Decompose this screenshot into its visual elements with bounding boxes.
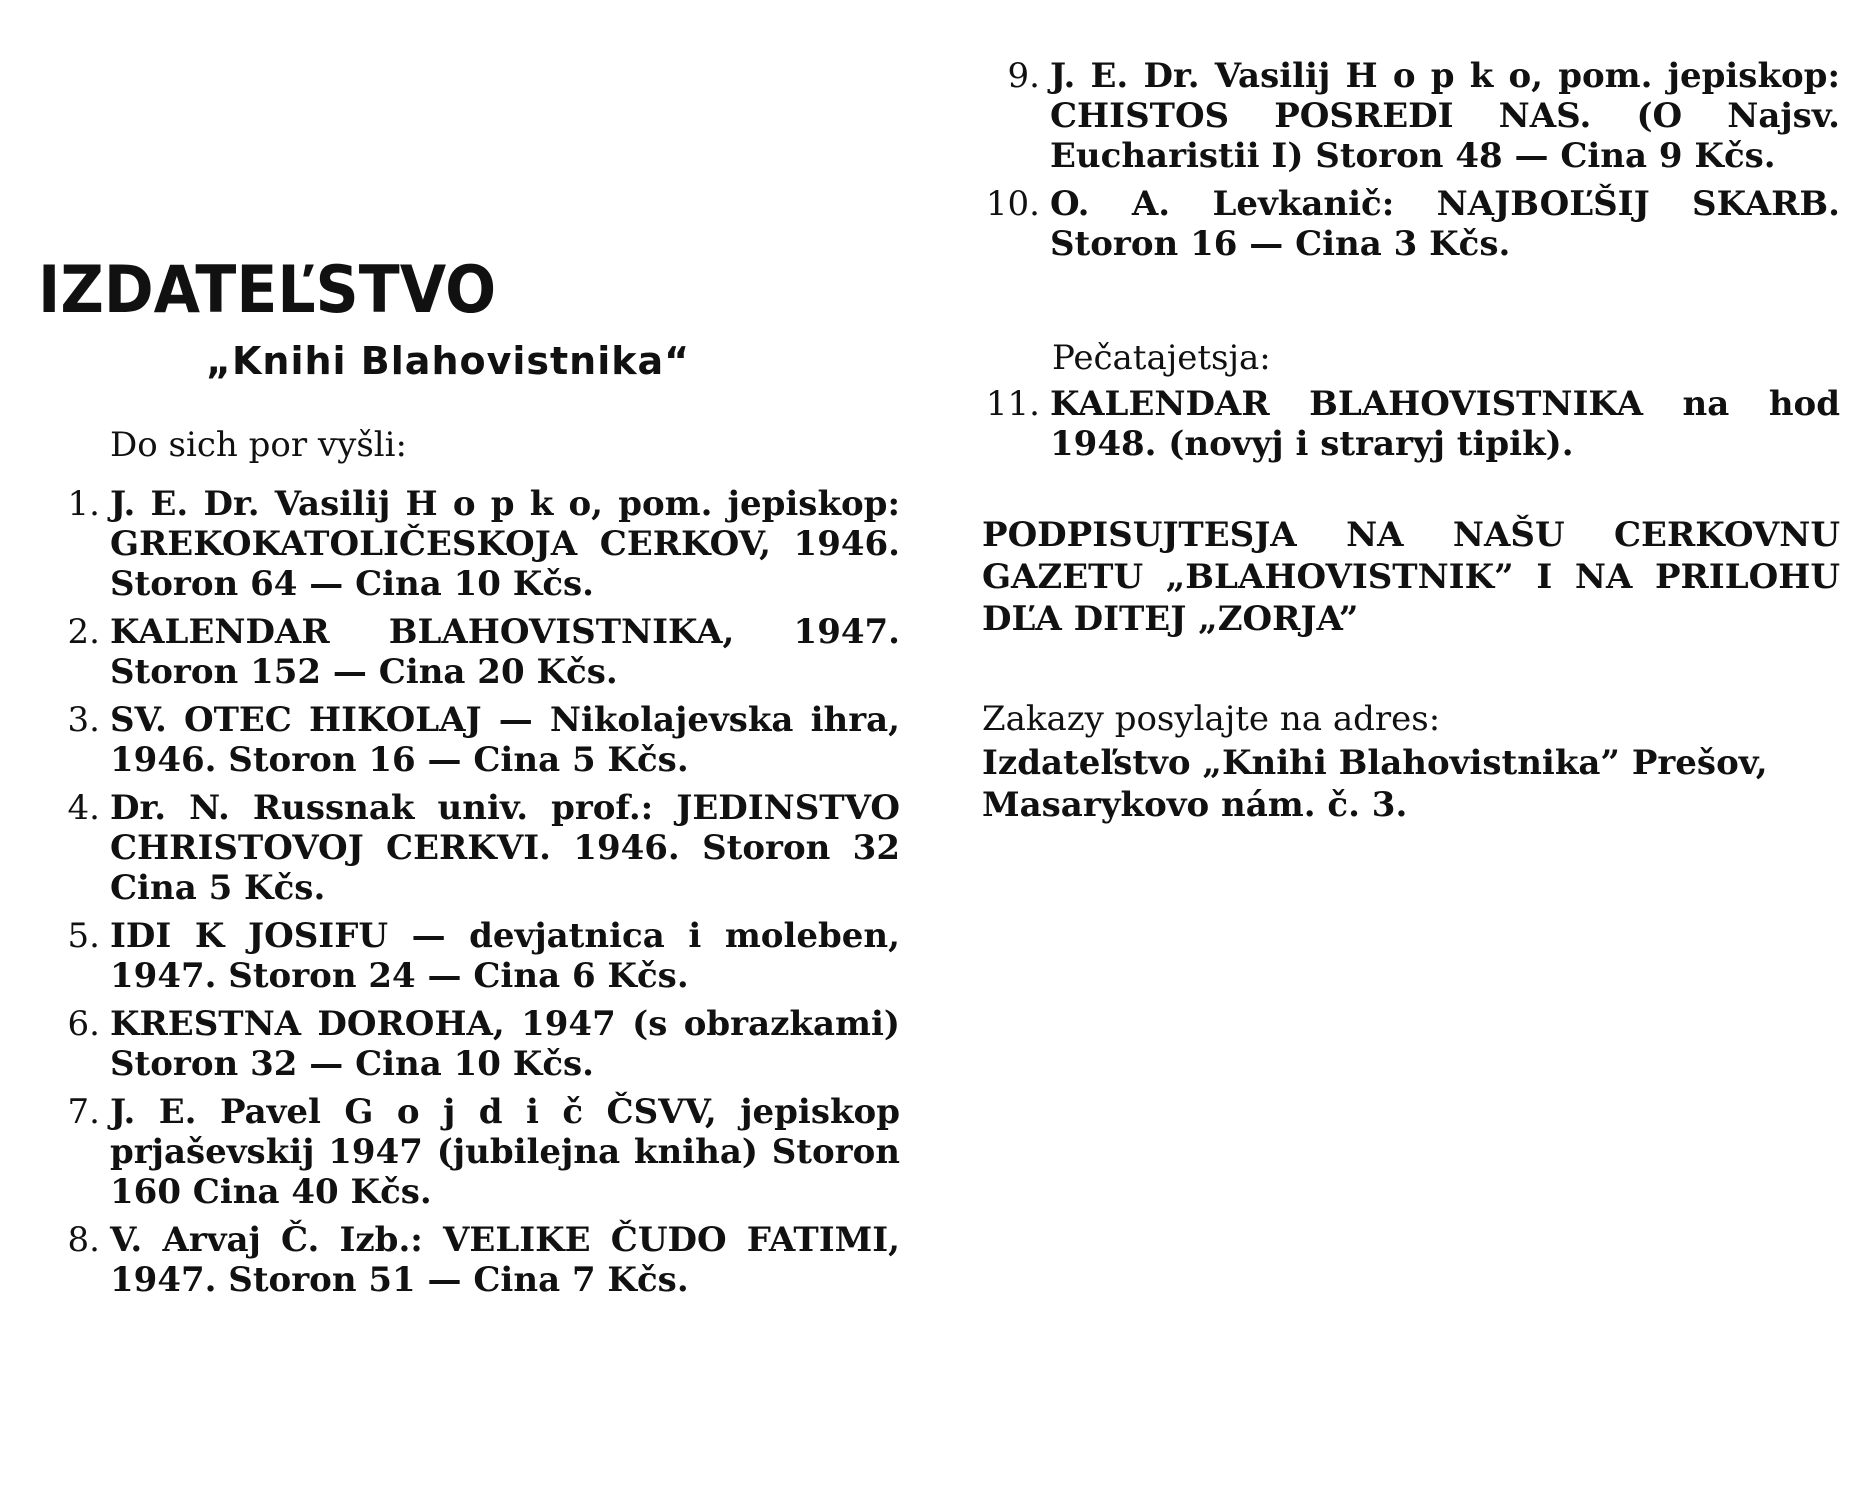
printing-books-list (978, 384, 1840, 472)
book-item (38, 1004, 900, 1084)
book-number: 1. (67, 484, 100, 524)
book-item (978, 56, 1840, 176)
book-item (38, 916, 900, 996)
book-item (38, 1220, 900, 1300)
subscribe-notice: PODPISUJTESJA NA NAŠU CERKOVNU GAZETU „BLAHOVISTNIK” I NA PRILOHU DĽA DITEJ „ZORJA” (982, 515, 1840, 639)
book-item (38, 1092, 900, 1212)
book-entry: KALENDAR BLAHOVISTNIKA, 1947. Storon 152 — Cina 20 Kčs. (110, 612, 900, 692)
book-number: 5. (67, 916, 100, 956)
orders-label: Zakazy posylajte na adres: (982, 699, 1441, 739)
book-number: 7. (67, 1092, 100, 1132)
book-entry: IDI K JOSIFU — devjatnica i moleben, 1947. Storon 24 — Cina 6 Kčs. (110, 916, 900, 996)
book-entry: Dr. N. Russnak univ. prof.: JEDINSTVO CHRISTOVOJ CERKVI. 1946. Storon 32 Cina 5 Kčs. (110, 788, 900, 908)
publisher-title: IZDATEĽSTVO (38, 252, 497, 329)
published-intro: Do sich por vyšli: (110, 425, 407, 465)
book-item (38, 788, 900, 908)
book-entry: KALENDAR BLAHOVISTNIKA na hod 1948. (novyj i straryj tipik). (1050, 384, 1840, 464)
book-item (38, 484, 900, 604)
published-books-list (38, 484, 900, 1308)
book-number: 3. (67, 700, 100, 740)
publisher-subtitle: „Knihi Blahovistnika“ (206, 339, 691, 383)
book-number: 9. (1007, 56, 1040, 96)
book-number: 6. (67, 1004, 100, 1044)
book-entry: J. E. Dr. Vasilij H o p k o, pom. jepiskop: GREKOKATOLIČESKOJA CERKOV, 1946. Storon 64 — Cina 10 Kčs. (110, 484, 900, 604)
book-number: 2. (67, 612, 100, 652)
printing-label: Pečatajetsja: (1052, 338, 1271, 378)
book-number: 8. (67, 1220, 100, 1260)
book-entry: O. A. Levkanič: NAJBOĽŠIJ SKARB. Storon 16 — Cina 3 Kčs. (1050, 184, 1840, 264)
book-entry: J. E. Dr. Vasilij H o p k o, pom. jepiskop: CHISTOS POSREDI NAS. (O Najsv. Eucharistii I) Storon 48 — Cina 9 Kčs. (1050, 56, 1840, 176)
book-item (38, 612, 900, 692)
book-item (38, 700, 900, 780)
orders-address: Izdateľstvo „Knihi Blahovistnika” Prešov, Masarykovo nám. č. 3. (982, 743, 1768, 825)
book-item (978, 384, 1840, 464)
book-entry: KRESTNA DOROHA, 1947 (s obrazkami) Storon 32 — Cina 10 Kčs. (110, 1004, 900, 1084)
book-entry: J. E. Pavel G o j d i č ČSVV, jepiskop prjaševskij 1947 (jubilejna kniha) Storon 160 Cina 40 Kčs. (110, 1092, 900, 1212)
book-item (978, 184, 1840, 264)
book-number: 10. (985, 184, 1040, 224)
book-entry: V. Arvaj Č. Izb.: VELIKE ČUDO FATIMI, 1947. Storon 51 — Cina 7 Kčs. (110, 1220, 900, 1300)
book-number: 11. (985, 384, 1040, 424)
book-number: 4. (67, 788, 100, 828)
published-books-list-continued (978, 56, 1840, 272)
book-entry: SV. OTEC HIKOLAJ — Nikolajevska ihra, 1946. Storon 16 — Cina 5 Kčs. (110, 700, 900, 780)
